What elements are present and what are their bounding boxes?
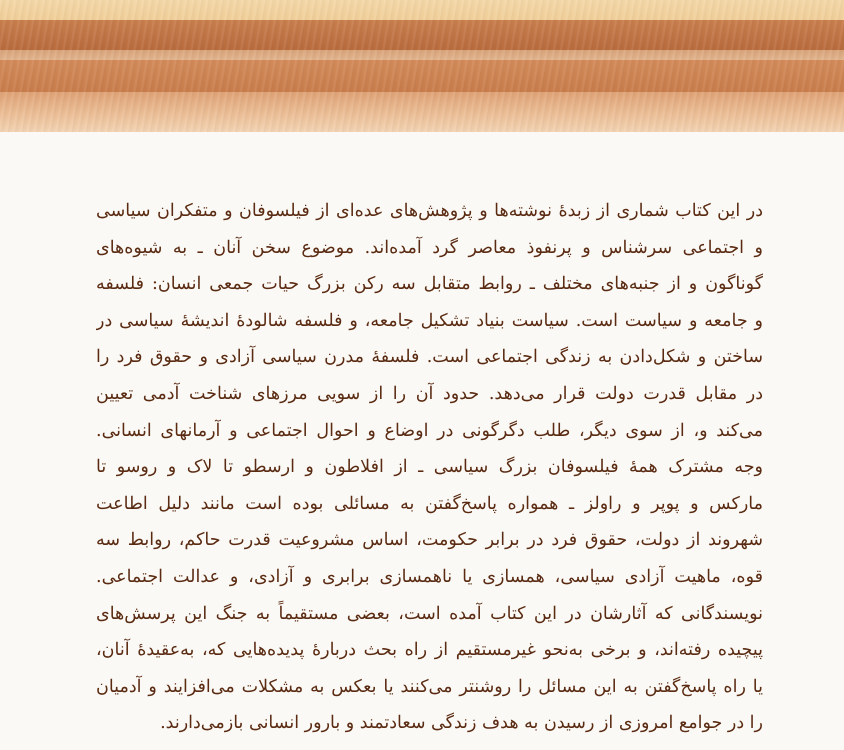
text-line: شهروند از دولت، حقوق فرد در برابر حکومت، اساس مشروعیت قدرت حاکم، روابط سه xyxy=(96,530,763,551)
text-line: و اجتماعی سرشناس و پرنفوذ معاصر گرد آمده‌اند. موضوع سخن آنان ـ به شیوه‌های xyxy=(96,237,763,258)
text-line: پیچیده رفته‌اند، و برخی به‌نحو غیرمستقیم از راه بحث دربارۀ پدیده‌هایی که، به‌عقیدۀ آنان، xyxy=(96,640,763,661)
text-line: قوه، ماهیت آزادی سیاسی، همسازی یا ناهمسازی برابری و آزادی، و عدالت اجتماعی. xyxy=(96,566,763,587)
text-line: و جامعه و سیاست است. سیاست بنیاد تشکیل جامعه، و فلسفه شالودۀ اندیشۀ سیاسی در xyxy=(96,310,763,331)
text-line: وجه مشترک همۀ فیلسوفان بزرگ سیاسی ـ از افلاطون و ارسطو تا لاک و روسو تا xyxy=(96,457,763,478)
text-line: ساختن و شکل‌دادن به زندگی اجتماعی است. فلسفۀ مدرن سیاسی آزادی و حقوق فرد را xyxy=(96,347,763,368)
back-cover-blurb xyxy=(96,193,763,742)
text-line: یا راه پاسخ‌گفتن به این مسائل را روشنتر می‌کنند یا بعکس به مشکلات می‌افزایند و آدمیان xyxy=(96,676,763,697)
text-line: نویسندگانی که آثارشان در این کتاب آمده است، بعضی مستقیماً به جنگ این پرسش‌های xyxy=(96,603,763,624)
text-line: می‌کند و، از سوی دیگر، طلب دگرگونی در اوضاع و احوال اجتماعی و آرمانهای انسانی. xyxy=(96,420,763,441)
text-line: در مقابل قدرت دولت قرار می‌دهد. حدود آن را از سویی مرزهای شناخت آدمی تعیین xyxy=(96,383,763,404)
text-line: را در جوامع امروزی از رسیدن به هدف زندگی سعادتمند و بارور انسانی بازمی‌دارند. xyxy=(160,713,763,734)
text-line: مارکس و پوپر و راولز ـ همواره پاسخ‌گفتن به مسائلی بوده است مانند دلیل اطاعت xyxy=(96,493,763,514)
text-line: در این کتاب شماری از زبدۀ نوشته‌ها و پژوهش‌های عده‌ای از فیلسوفان و متفکران سیاسی xyxy=(96,201,763,221)
text-line: گوناگون و از جنبه‌های مختلف ـ روابط متقابل سه رکن بزرگ حیات جمعی انسان: فلسفه xyxy=(96,274,763,295)
paper-texture xyxy=(0,0,844,132)
cover-header-bands xyxy=(0,0,844,132)
